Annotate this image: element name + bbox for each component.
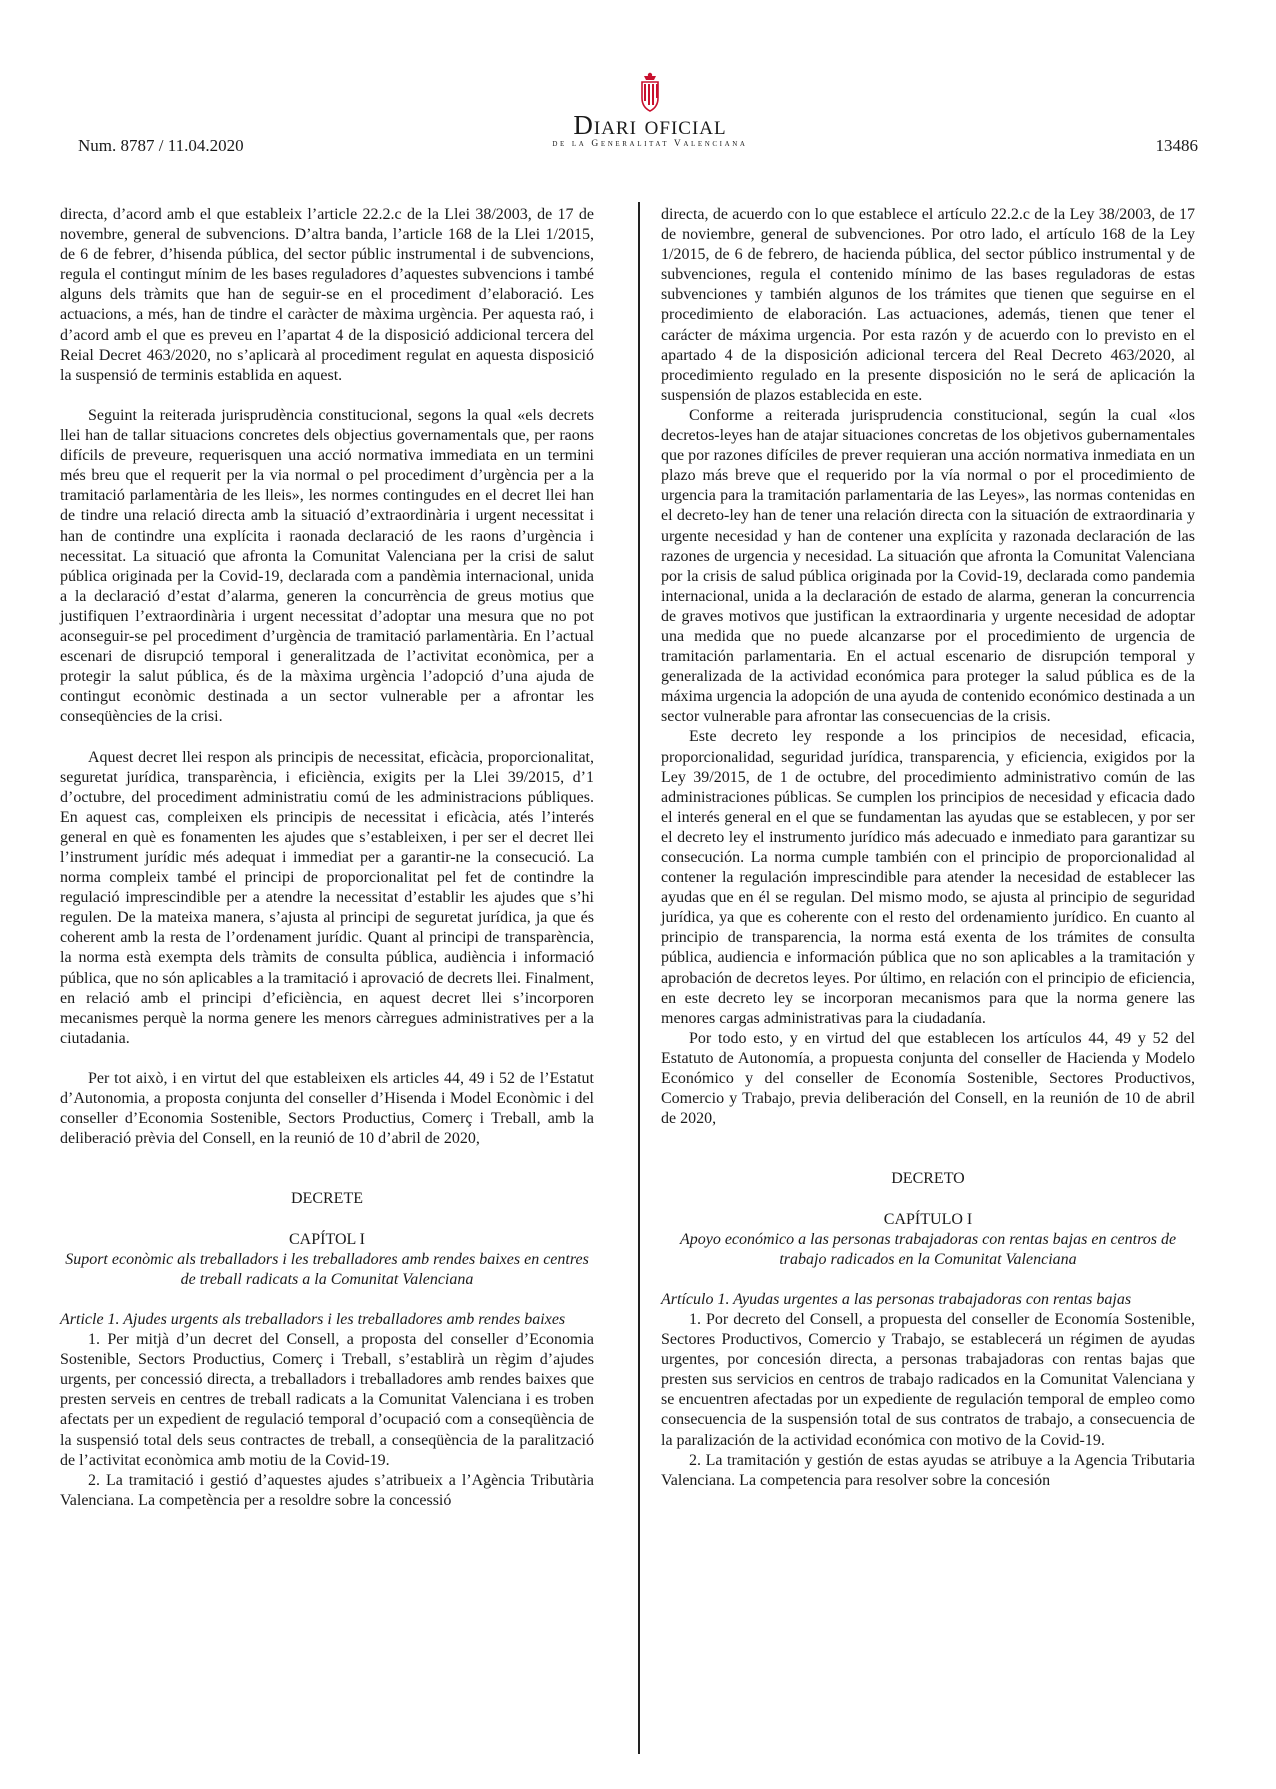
catalan-column [60, 205, 594, 1511]
paragraph: Aquest decret llei respon als principis de necessitat, eficàcia, proporcionalitat, seguretat jurídica, transparència, i eficiència, exigits per la Llei 39/2015, d’1 d’octubre, del procediment administratiu comú de les administracions públiques. En aquest cas, compleixen els principis de necessitat i eficàcia, atés l’interés general en què es fonamenten les ajudes que s’estableixen, i per ser el decret llei l’instrument jurídic més adequat i immediat per a garantir-ne la consecució. La norma compleix també el principi de proporcionalitat pel fet de contindre la regulació imprescindible per a atendre la necessitat d’establir les ajudes que s’hi regulen. De la mateixa manera, s’ajusta al principi de seguretat jurídica, ja que és coherent amb la resta de l’ordenament jurídic. Quant al principi de transparència, la norma està exempta dels tràmits de consulta pública, audiència i informació pública, que no són aplicables a la tramitació i aprovació de decrets llei. Finalment, en relació amb el principi d’eficiència, en aquest decret llei s’incorporen mecanismes perquè la norma genere les menors càrregues administratives per a la ciutadania. [60, 748, 594, 1047]
page-number: 13486 [1155, 136, 1198, 155]
paragraph: 2. La tramitació i gestió d’aquestes ajudes s’atribueix a l’Agència Tributària Valenciana. La competència per a resoldre sobre la concessió [60, 1471, 594, 1509]
paragraph: 1. Por decreto del Consell, a propuesta del conseller de Economía Sostenible, Sectores Productivos, Comercio y Trabajo, se establecerá un régimen de ayudas urgentes, por concesión directa, a personas trabajadoras con rentas bajas que presten sus servicios en centros de trabajo radicados en la Comunitat Valenciana y se encuentren afectadas por un expediente de regulación temporal de empleo como consecuencia de la suspensión total de sus contratos de trabajo, a consecuencia de la paralización de la actividad económica con motivo de la Covid-19. [661, 1310, 1195, 1449]
chapter-title: Apoyo económico a las personas trabajadoras con rentas bajas en centros de trabajo radicados en la Comunitat Valenciana [679, 1230, 1177, 1268]
journal-subtitle: de la Generalitat Valenciana [552, 139, 748, 149]
article-title: Artículo 1. Ayudas urgentes a las personas trabajadoras con rentas bajas [661, 1290, 1132, 1308]
paragraph: Por todo esto, y en virtud del que establecen los artículos 44, 49 y 52 del Estatuto de Autonomía, a propuesta conjunta del conseller de Hacienda y Modelo Económico y del conseller de Economía Sostenible, Sectores Productivos, Comercio y Trabajo, previa deliberación del Consell, en la reunión de 10 de abril de 2020, [661, 1029, 1195, 1128]
journal-title: Diari oficial [573, 110, 727, 140]
spanish-column [661, 205, 1195, 1491]
paragraph: Este decreto ley responde a los principios de necesidad, eficacia, proporcionalidad, seguridad jurídica, transparencia, y eficiencia, exigidos por la Ley 39/2015, de 1 de octubre, del procedimiento administrativo común de las administraciones públicas. Se cumplen los principios de necesidad y eficacia dado el interés general en el que se fundamentan las ayudas que se establecen, y por ser el decreto ley el instrumento jurídico más adecuado e inmediato para garantizar su consecución. La norma cumple también con el principio de proporcionalidad al contener la regulación imprescindible para atender la necesidad de establecer las ayudas que en él se regulan. Del mismo modo, se ajusta al principio de seguridad jurídica, ya que es coherente con el resto del ordenamiento jurídico. En cuanto al principio de transparencia, la norma está exenta de los trámites de consulta pública, audiencia e información pública que no son aplicables a la tramitación y aprobación de decretos leyes. Por último, en relación con el principio de eficiencia, en este decreto ley se incorporan mecanismos para que la norma genere las menores cargas administrativas para la ciudadanía. [661, 728, 1195, 1027]
journal-logo [519, 72, 781, 149]
decree-heading: DECRETE [291, 1190, 363, 1208]
paragraph: Seguint la reiterada jurisprudència constitucional, segons la qual «els decrets llei han de tallar situacions concretes dels objectius governamentals que, per raons difícils de preveure, requerisquen una acció normativa immediata en un termini més breu que el requerit per la via normal o pel procediment d’urgència per a la tramitació parlamentària de les lleis», les normes contingudes en el decret llei han de tindre una relació directa amb la situació d’extraordinària i urgent necessitat i han de contindre una explícita i raonada declaració de les raons d’urgència i necessitat. La situació que afronta la Comunitat Valenciana per la crisi de salut pública originada per la Covid-19, declarada com a pandèmia internacional, unida a la declaració d’estat d’alarma, generen la concurrència de greus motius que justifiquen l’extraordinària i urgent necessitat d’adoptar una mesura que no pot aconseguir-se pel procediment d’urgència de tramitació parlamentària. En l’actual escenari de disrupció temporal i generalitzada de l’activitat econòmica, per a protegir la salut pública, és de la màxima urgència l’adopció d’una ajuda de contingut econòmic destinada a un sector vulnerable per a afrontar les conseqüències de la crisi. [60, 406, 594, 726]
paragraph: Per tot això, i en virtut del que estableixen els articles 44, 49 i 52 de l’Estatut d’Autonomia, a proposta conjunta del conseller d’Hisenda i Model Econòmic i del conseller d’Economia Sostenible, Sectors Productius, Comerç i Treball, amb la deliberació prèvia del Consell, en la reunió de 10 d’abril de 2020, [60, 1070, 594, 1148]
chapter-title: Suport econòmic als treballadors i les treballadores amb rendes baixes en centres de treball radicats a la Comunitat Valenciana [65, 1250, 589, 1288]
chapter-heading: CAPÍTOL I [289, 1230, 365, 1248]
paragraph: 1. Per mitjà d’un decret del Consell, a proposta del conseller d’Economia Sostenible, Sectors Productius, Comerç i Treball, s’establirà un règim d’ajudes urgents, per concessió directa, a treballadors i treballadores amb rendes baixes que presten serveis en centres de treball radicats a la Comunitat Valenciana i es troben afectats per un expedient de regulació temporal d’ocupació com a conseqüència de la suspensió total dels seus contractes de treball, a conseqüència de la paralització de l’activitat econòmica amb motiu de la Covid-19. [60, 1331, 594, 1469]
page-header [0, 0, 1276, 165]
decree-heading: DECRETO [891, 1170, 965, 1188]
paragraph: directa, de acuerdo con lo que establece el artículo 22.2.c de la Ley 38/2003, de 17 de noviembre, general de subvenciones. Por otro lado, el artículo 168 de la Ley 1/2015, de 6 de febrero, de hacienda pública, del sector público instrumental y de subvenciones, regula el contenido mínimo de las bases reguladoras de estas subvenciones y también algunos de los trámites que tienen que seguirse en el procedimiento de elaboración. Las actuaciones, además, tienen que tener el carácter de máxima urgencia. Por esta razón y de acuerdo con lo previsto en el apartado 4 de la disposición adicional tercera del Real Decreto 463/2020, al procedimiento regulado en la presente disposición no le será de aplicación la suspensión de plazos establecida en este. [661, 206, 1195, 404]
chapter-heading: CAPÍTULO I [883, 1210, 973, 1228]
paragraph: 2. La tramitación y gestión de estas ayudas se atribuye a la Agencia Tributaria Valenciana. La competencia para resolver sobre la concesión [661, 1451, 1195, 1489]
article-title: Article 1. Ajudes urgents als treballadors i les treballadores amb rendes baixes [60, 1310, 566, 1328]
column-divider [638, 202, 640, 1754]
issue-number: Num. 8787 / 11.04.2020 [78, 136, 244, 155]
paragraph: directa, d’acord amb el que estableix l’article 22.2.c de la Llei 38/2003, de 17 de novembre, general de subvencions. D’altra banda, l’article 168 de la Llei 1/2015, de 6 de febrer, d’hisenda pública, del sector públic instrumental i de subvencions, regula el contingut mínim de les bases reguladores d’aquestes subvencions i també alguns dels tràmits que han de seguir-se en el procediment d’elaboració. Les actuacions, a més, han de tindre el caràcter de màxima urgència. Per aquesta raó, i d’acord amb el que es preveu en l’apartat 4 de la disposició addicional tercera del Reial Decret 463/2020, no s’aplicarà al procediment regulat en aquesta disposició la suspensió de terminis establida en aquest. [60, 206, 594, 384]
coat-of-arms-icon [633, 72, 667, 114]
paragraph: Conforme a reiterada jurisprudencia constitucional, según la cual «los decretos-leyes han de atajar situaciones concretas de los objetivos gubernamentales que por razones difíciles de prever requieran una acción normativa inmediata en un plazo más breve que el requerido por la vía normal o por el procedimiento de urgencia para la tramitación parlamentaria de las Leyes», las normas contenidas en el decreto-ley han de tener una relación directa con la situación de extraordinaria y urgente necesidad y han de contener una explícita y razonada declaración de las razones de urgencia y necesidad. La situación que afronta la Comunitat Valenciana por la crisis de salud pública originada por la Covid-19, declarada como pandemia internacional, unida a la declaración de estado de alarma, generan la concurrencia de graves motivos que justifican la extraordinaria y urgente necesidad de adoptar una medida que no puede alcanzarse por el procedimiento de urgencia de tramitación parlamentaria. En el actual escenario de disrupción temporal y generalizada de la actividad económica para proteger la salud pública es de la máxima urgencia la adopción de una ayuda de contenido económico destinada a un sector vulnerable para afrontar las consecuencias de la crisis. [661, 406, 1195, 726]
